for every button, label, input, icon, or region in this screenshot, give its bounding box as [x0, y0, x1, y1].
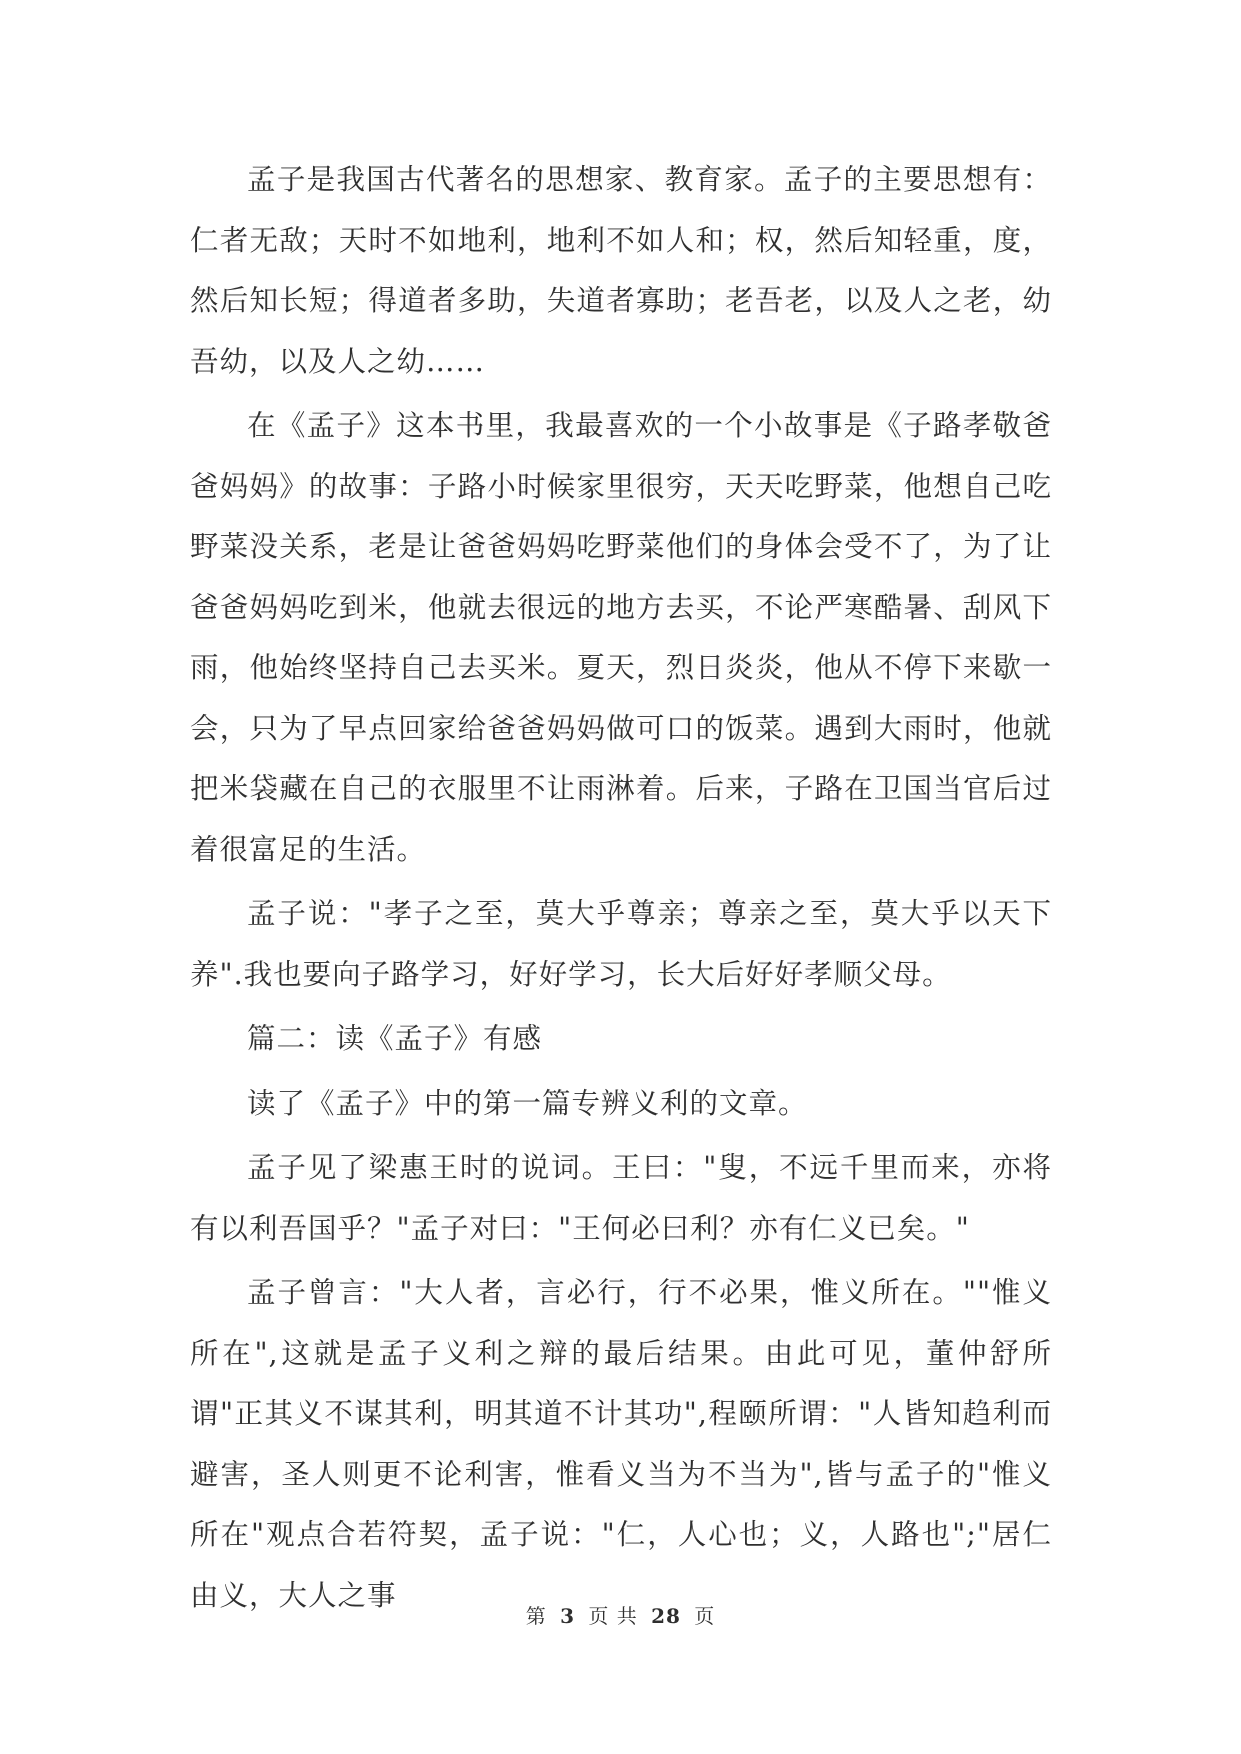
section-heading: 篇二：读《孟子》有感 — [247, 1022, 543, 1055]
paragraph: 在《孟子》这本书里，我最喜欢的一个小故事是《子路孝敬爸爸妈妈》的故事：子路小时候家里很穷，天天吃野菜，他想自己吃野菜没关系，老是让爸爸妈妈吃野菜他们的身体会受不了，为了让爸爸妈妈吃到米，他就去很远的地方去买，不论严寒酷暑、刮风下雨，他始终坚持自己去买米。夏天，烈日炎炎，他从不停下来歇一会，只为了早点回家给爸爸妈妈做可口的饭菜。遇到大雨时，他就把米袋藏在自己的衣服里不让雨淋着。后来，子路在卫国当官后过着很富足的生活。 — [190, 409, 1052, 866]
total-pages-number: 28 — [651, 1604, 681, 1628]
paragraph: 孟子是我国古代著名的思想家、教育家。孟子的主要思想有：仁者无敌；天时不如地利，地利不如人和；权，然后知轻重，度，然后知长短；得道者多助，失道者寡助；老吾老，以及人之老，幼吾幼，以及人之幼…… — [190, 163, 1052, 378]
paragraph: 孟子曾言："大人者，言必行，行不必果，惟义所在。""惟义所在",这就是孟子义利之辩的最后结果。由此可见，董仲舒所谓"正其义不谋其利，明其道不计其功",程颐所谓："人皆知趋利而避害，圣人则更不论利害，惟看义当为不当为",皆与孟子的"惟义所在"观点合若符契，孟子说："仁，人心也；义，人路也";"居仁由义，大人之事 — [190, 1276, 1052, 1612]
paragraph: 孟子见了梁惠王时的说词。王曰："叟，不远千里而来，亦将有以利吾国乎？"孟子对曰："王何必曰利？亦有仁义已矣。" — [190, 1151, 1052, 1245]
footer-middle: 页 共 — [588, 1604, 638, 1628]
page-footer — [0, 1600, 1241, 1629]
paragraph: 孟子说："孝子之至，莫大乎尊亲；尊亲之至，莫大乎以天下养".我也要向子路学习，好好学习，长大后好好孝顺父母。 — [190, 897, 1052, 991]
current-page-number: 3 — [560, 1604, 575, 1628]
footer-suffix: 页 — [694, 1604, 716, 1628]
paragraph: 读了《孟子》中的第一篇专辨义利的文章。 — [247, 1086, 808, 1120]
document-body — [190, 150, 1052, 1630]
footer-prefix: 第 — [525, 1604, 547, 1628]
